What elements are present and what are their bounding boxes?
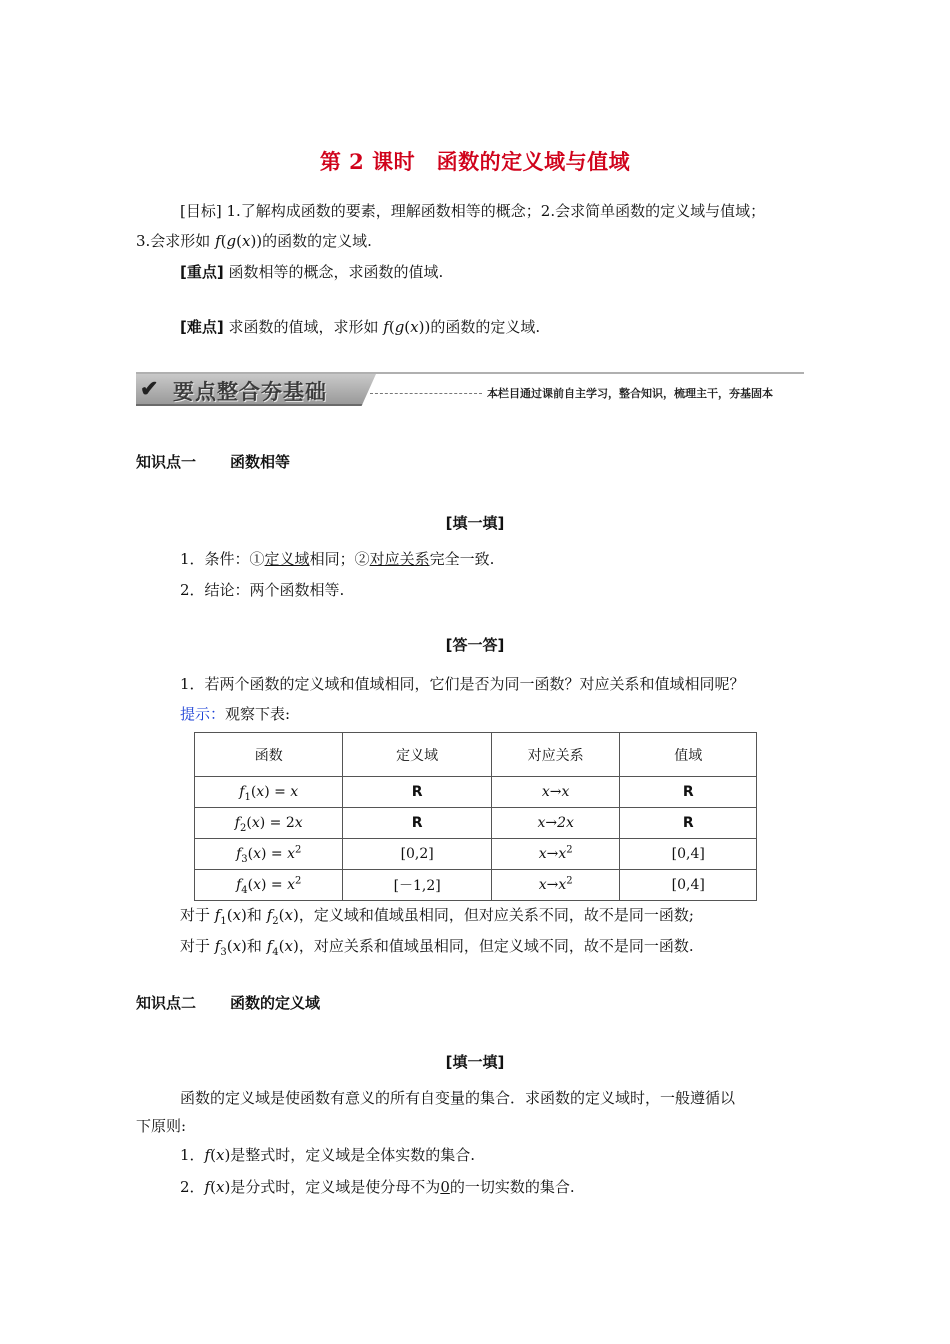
section2-para-line-2: 下原则:: [136, 1117, 187, 1135]
question: 1．若两个函数的定义域和值域相同，它们是否为同一函数？对应关系和值域相同呢？: [180, 675, 745, 693]
section2-fill-title: [填一填]: [445, 1053, 505, 1071]
function-cell: $f_3(x) = x^2$: [195, 839, 343, 870]
mapping-cell: $x\to x^2$: [491, 870, 620, 901]
section1-heading: 知识点一 函数相等: [136, 453, 291, 471]
goals-line-2: 3.会求形如 f(g(x))的函数的定义域.: [136, 232, 372, 250]
section2-para-line-1: 函数的定义域是使函数有意义的所有自变量的集合．求函数的定义域时，一般遵循以: [180, 1089, 736, 1107]
domain-cell: R: [343, 777, 491, 808]
banner-dash-line: [370, 393, 482, 394]
mapping-cell: $x\to x^2$: [491, 839, 620, 870]
check-icon: ✔: [140, 376, 159, 402]
table-header-cell: 对应关系: [491, 733, 620, 777]
table-header-cell: 值域: [620, 733, 757, 777]
comparison-table: [194, 732, 757, 901]
section2-item2: 2．f(x)是分式时，定义域是使分母不为0的一切实数的集合.: [180, 1178, 575, 1196]
table-header-cell: 定义域: [343, 733, 491, 777]
range-cell: [0,4]: [620, 839, 757, 870]
table-row: [195, 777, 757, 808]
table-row: [195, 839, 757, 870]
section2-heading: 知识点二 函数的定义域: [136, 994, 321, 1012]
section1-item2: 2．结论：两个函数相等.: [180, 581, 345, 599]
banner-note: 本栏目通过课前自主学习，整合知识，梳理主干，夯基固本: [487, 387, 773, 400]
domain-cell: [－1,2]: [343, 870, 491, 901]
hint: 提示：观察下表:: [180, 705, 291, 723]
table-header-cell: 函数: [195, 733, 343, 777]
range-cell: [0,4]: [620, 870, 757, 901]
table-header-row: [195, 733, 757, 777]
difficult-point: [难点] 求函数的值域，求形如 f(g(x))的函数的定义域.: [180, 318, 541, 336]
section1-qa-title: [答一答]: [445, 636, 505, 654]
section1-item1: 1．条件：①定义域相同；②对应关系完全一致.: [180, 550, 495, 568]
key-point: [重点] 函数相等的概念，求函数的值域.: [180, 263, 444, 281]
domain-cell: R: [343, 808, 491, 839]
page-title: 第 2 课时 函数的定义域与值域: [319, 149, 631, 174]
function-cell: $f_1(x) = x$: [195, 777, 343, 808]
table-row: [195, 870, 757, 901]
goals-line-1: [目标] 1.了解构成函数的要素，理解函数相等的概念；2.会求简单函数的定义域与值域；: [180, 202, 766, 220]
mapping-cell: x→2x: [491, 808, 620, 839]
table-row: [195, 808, 757, 839]
section1-fill-title: [填一填]: [445, 514, 505, 532]
conclusion-2: 对于 $f_3(x)$和 $f_4(x)$，对应关系和值域虽相同，但定义域不同，故不是同一函数.: [180, 937, 694, 958]
function-cell: $f_4(x) = x^2$: [195, 870, 343, 901]
banner-top-line: [136, 372, 804, 374]
domain-cell: [0,2]: [343, 839, 491, 870]
banner-title: 要点整合夯基础: [173, 380, 327, 404]
section2-item1: 1．f(x)是整式时，定义域是全体实数的集合.: [180, 1146, 476, 1164]
range-cell: R: [620, 777, 757, 808]
function-cell: $f_2(x) = 2x$: [195, 808, 343, 839]
mapping-cell: x→x: [491, 777, 620, 808]
range-cell: R: [620, 808, 757, 839]
conclusion-1: 对于 $f_1(x)$和 $f_2(x)$，定义域和值域虽相同，但对应关系不同，故不是同一函数;: [180, 906, 694, 927]
